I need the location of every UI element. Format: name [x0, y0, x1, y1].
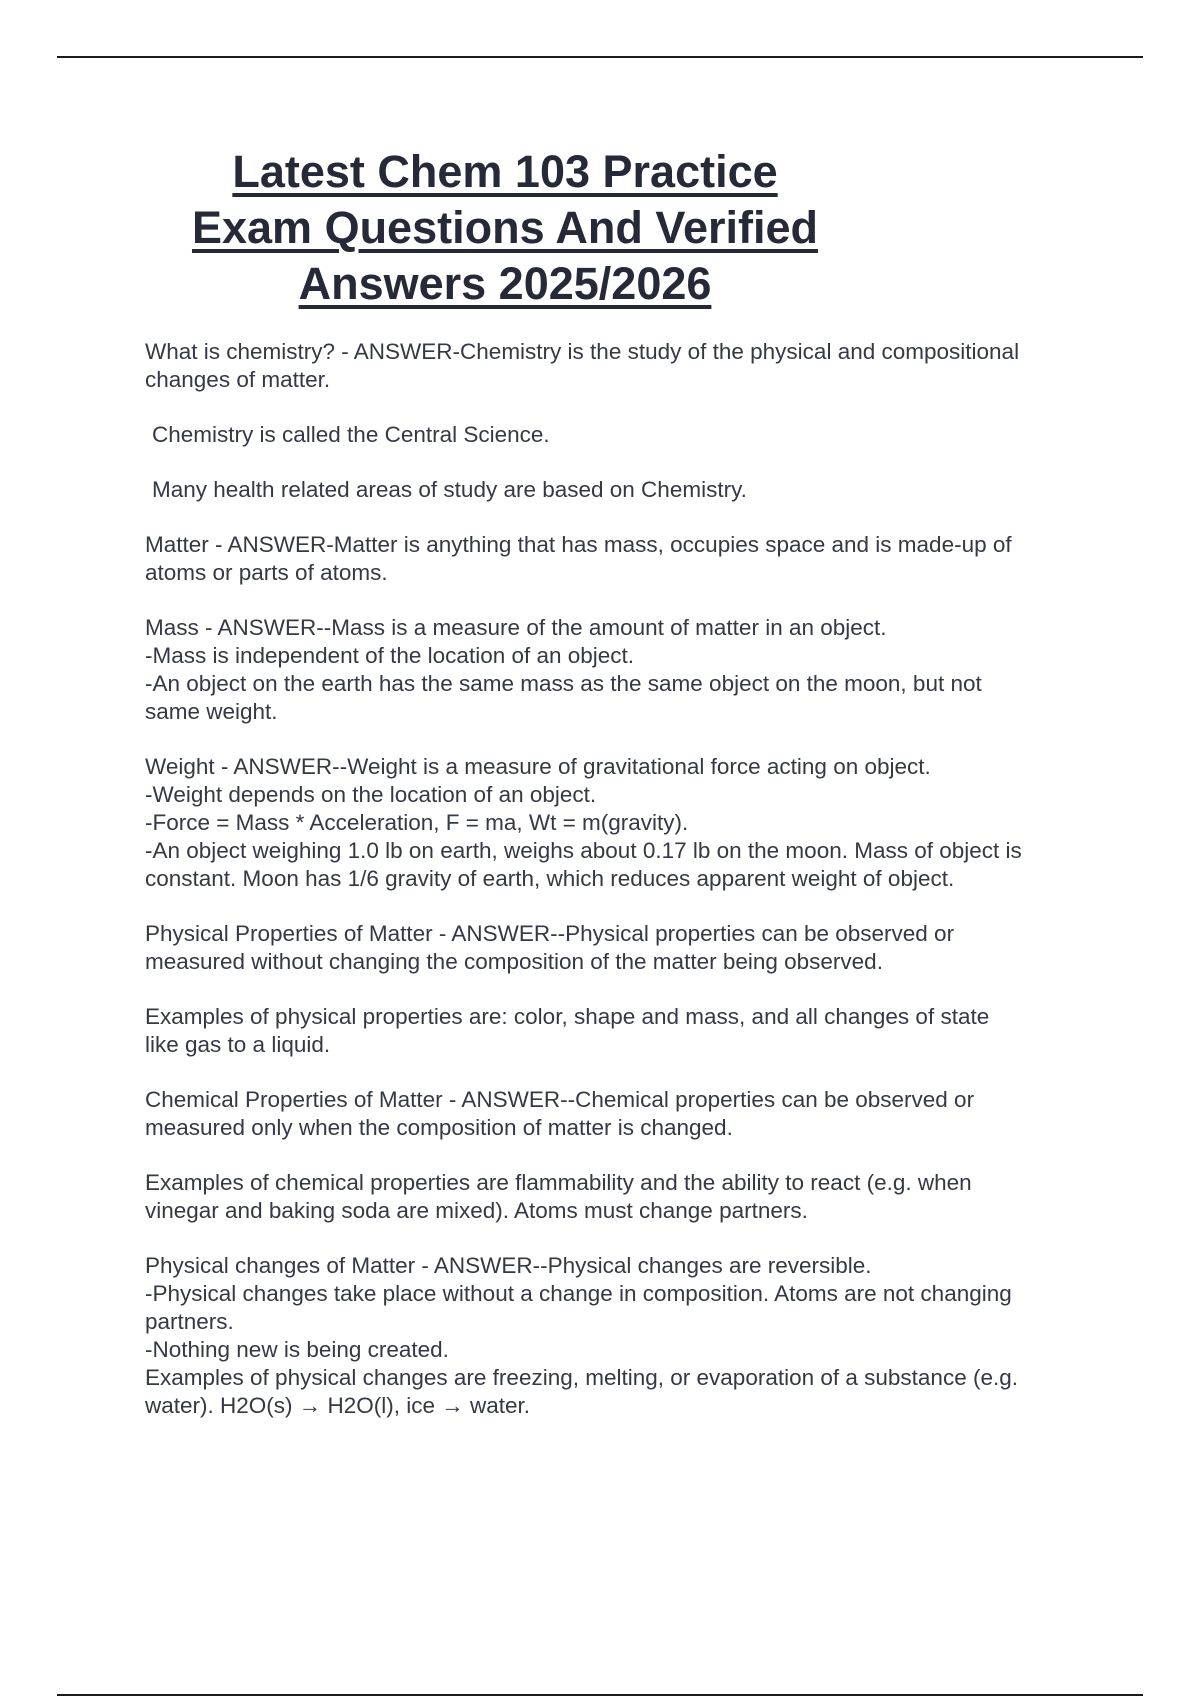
- paragraph-line: Mass - ANSWER--Mass is a measure of the amount of matter in an object.: [145, 615, 887, 640]
- qa-paragraph: [145, 1252, 1095, 1420]
- bottom-rule: [57, 1694, 1143, 1696]
- qa-paragraph: [145, 421, 1095, 449]
- paragraph-line: constant. Moon has 1/6 gravity of earth, which reduces apparent weight of object.: [145, 866, 955, 891]
- paragraph-line: water). H2O(s) → H2O(l), ice → water.: [145, 1393, 531, 1418]
- paragraph-line: Examples of physical changes are freezing, melting, or evaporation of a substance (e.g.: [145, 1365, 1018, 1390]
- top-rule: [57, 56, 1143, 58]
- paragraph-line: changes of matter.: [145, 367, 331, 392]
- qa-paragraph: [145, 753, 1095, 893]
- paragraph-line: -An object weighing 1.0 lb on earth, weighs about 0.17 lb on the moon. Mass of object is: [145, 838, 1022, 863]
- document-title: [150, 144, 860, 312]
- paragraph-line: same weight.: [145, 699, 278, 724]
- paragraph-line: Many health related areas of study are based on Chemistry.: [152, 477, 747, 502]
- qa-paragraph: [145, 920, 1095, 976]
- paragraph-line: Examples of chemical properties are flammability and the ability to react (e.g. when: [145, 1170, 972, 1195]
- paragraph-line: Weight - ANSWER--Weight is a measure of gravitational force acting on object.: [145, 754, 931, 779]
- title-line-text: Exam Questions And Verified: [191, 202, 818, 253]
- paragraph-line: measured only when the composition of matter is changed.: [145, 1115, 733, 1140]
- qa-paragraph: [145, 476, 1095, 504]
- qa-paragraph: [145, 1169, 1095, 1225]
- title-line-text: Latest Chem 103 Practice: [232, 146, 778, 197]
- paragraph-line: Physical changes of Matter - ANSWER--Physical changes are reversible.: [145, 1253, 872, 1278]
- paragraph-line: -Weight depends on the location of an object.: [145, 782, 597, 807]
- paragraph-line: atoms or parts of atoms.: [145, 560, 388, 585]
- paragraph-line: -An object on the earth has the same mass as the same object on the moon, but not: [145, 671, 982, 696]
- title-line-text: Answers 2025/2026: [298, 258, 712, 309]
- qa-paragraph: [145, 614, 1095, 726]
- paragraph-line: like gas to a liquid.: [145, 1032, 331, 1057]
- paragraph-line: Chemistry is called the Central Science.: [152, 422, 550, 447]
- qa-paragraph: [145, 338, 1095, 394]
- title-line: [150, 256, 860, 312]
- title-line: [150, 200, 860, 256]
- paragraph-line: Examples of physical properties are: color, shape and mass, and all changes of state: [145, 1004, 990, 1029]
- qa-paragraph: [145, 1003, 1095, 1059]
- qa-paragraph: [145, 1086, 1095, 1142]
- paragraph-line: vinegar and baking soda are mixed). Atoms must change partners.: [145, 1198, 808, 1223]
- paragraph-line: partners.: [145, 1309, 234, 1334]
- paragraph-line: measured without changing the composition of the matter being observed.: [145, 949, 883, 974]
- paragraph-line: -Mass is independent of the location of an object.: [145, 643, 635, 668]
- document-body: [145, 338, 1095, 1447]
- paragraph-line: -Force = Mass * Acceleration, F = ma, Wt = m(gravity).: [145, 810, 689, 835]
- paragraph-line: -Physical changes take place without a change in composition. Atoms are not changing: [145, 1281, 1012, 1306]
- paragraph-line: Physical Properties of Matter - ANSWER--Physical properties can be observed or: [145, 921, 955, 946]
- paragraph-line: What is chemistry? - ANSWER-Chemistry is the study of the physical and compositional: [145, 339, 1020, 364]
- qa-paragraph: [145, 531, 1095, 587]
- paragraph-line: Matter - ANSWER-Matter is anything that has mass, occupies space and is made-up of: [145, 532, 1012, 557]
- title-line: [150, 144, 860, 200]
- paragraph-line: -Nothing new is being created.: [145, 1337, 449, 1362]
- paragraph-line: Chemical Properties of Matter - ANSWER--Chemical properties can be observed or: [145, 1087, 975, 1112]
